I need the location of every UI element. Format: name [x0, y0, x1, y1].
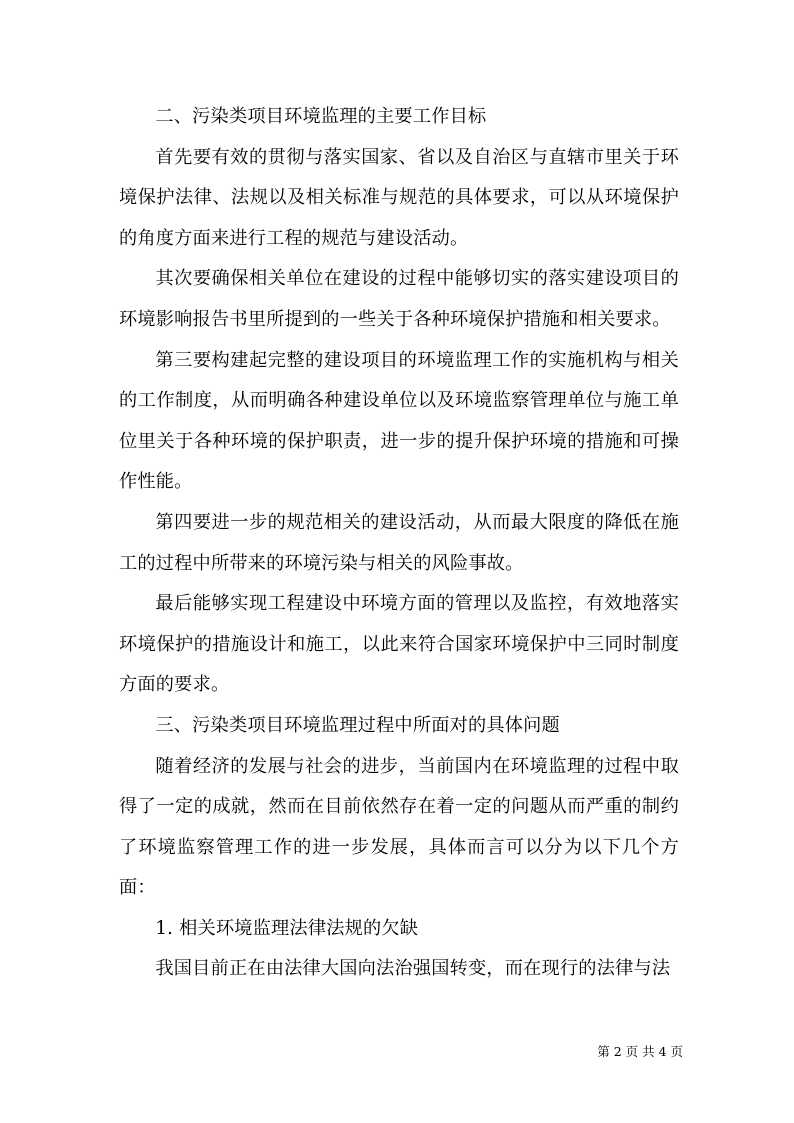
paragraph: 其次要确保相关单位在建设的过程中能够切实的落实建设项目的环境影响报告书里所提到的一些关于各种环境保护措施和相关要求。: [119, 268, 679, 330]
paragraph: 第三要构建起完整的建设项目的环境监理工作的实施机构与相关的工作制度，从而明确各种建设单位以及环境监察管理单位与施工单位里关于各种环境的保护职责，进一步的提升保护环境的措施和可操作性能。: [119, 349, 679, 493]
paragraph: 首先要有效的贯彻与落实国家、省以及自治区与直辖市里关于环境保护法律、法规以及相关标准与规范的具体要求，可以从环境保护的角度方面来进行工程的规范与建设活动。: [119, 146, 679, 249]
paragraph: 第四要进一步的规范相关的建设活动，从而最大限度的降低在施工的过程中所带来的环境污染与相关的风险事故。: [119, 511, 679, 574]
section-heading-3: 三、污染类项目环境监理过程中所面对的具体问题: [155, 714, 560, 736]
section-heading-2: 二、污染类项目环境监理的主要工作目标: [155, 106, 487, 127]
paragraph: 随着经济的发展与社会的进步，当前国内在环境监理的过程中取得了一定的成就，然而在目前依然存在着一定的问题从而严重的制约了环境监察管理工作的进一步发展，具体而言可以分为以下几个方面：: [119, 755, 679, 899]
paragraph: 我国目前正在由法律大国向法治强国转变，而在现行的法律与法: [155, 958, 671, 980]
document-body: [119, 97, 679, 990]
subsection-heading: 1. 相关环境监理法律法规的欠缺: [155, 917, 419, 939]
page-number: 第 2 页 共 4 页: [597, 1044, 683, 1059]
paragraph: 最后能够实现工程建设中环境方面的管理以及监控，有效地落实环境保护的措施设计和施工，以此来符合国家环境保护中三同时制度方面的要求。: [119, 593, 679, 696]
